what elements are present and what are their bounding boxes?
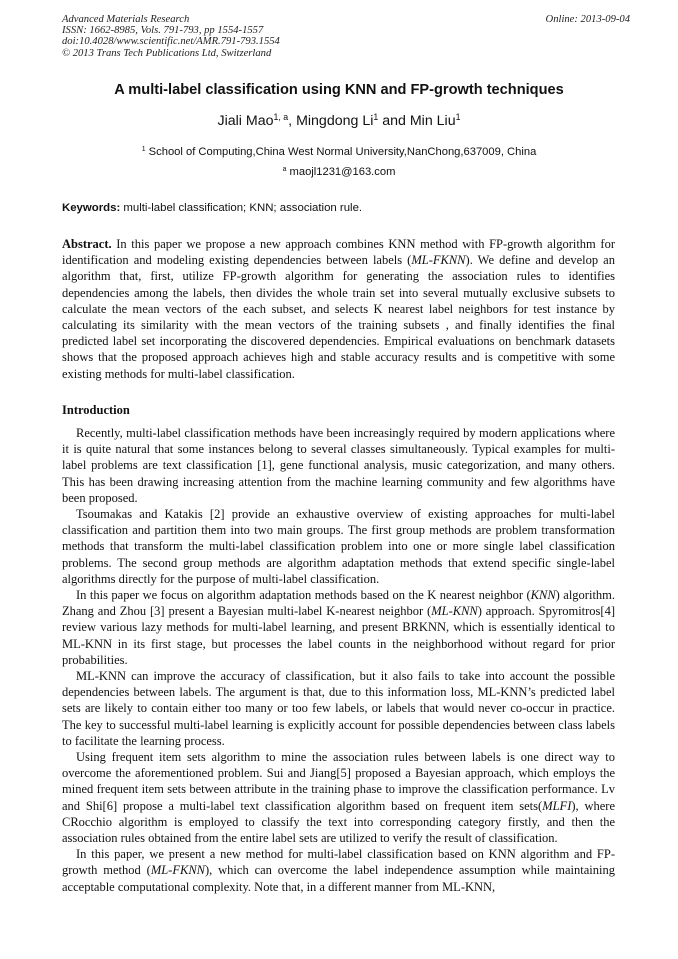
section-heading-introduction: Introduction xyxy=(62,403,130,417)
doi-line: doi:10.4028/www.scientific.net/AMR.791-793.1554 xyxy=(62,36,280,48)
journal-name: Advanced Materials Research xyxy=(62,14,190,25)
paper-title: A multi-label classification using KNN and FP-growth techniques xyxy=(114,82,564,98)
paragraph xyxy=(62,749,615,846)
email-text[interactable]: maojl1231@163.com xyxy=(286,166,396,178)
keywords-text: multi-label classification; KNN; association rule. xyxy=(120,202,363,214)
affiliation-text: School of Computing,China West Normal University,NanChong,637009, China xyxy=(145,146,537,158)
abstract xyxy=(62,236,615,382)
author-name: Jiali Mao xyxy=(217,113,274,129)
introduction-body xyxy=(62,425,615,895)
abstract-method-name: ML-FKNN xyxy=(411,253,466,268)
paragraph-text: In this paper we focus on algorithm adaptation methods based on the K nearest neighbor ( xyxy=(76,588,531,603)
author-affiliation-marker: 1, a xyxy=(273,112,289,123)
paragraph-text: In this paper, we present a new method for multi-label classification based on KNN algorithm and FP-growth method ( xyxy=(62,847,615,878)
issn-line: ISSN: 1662-8985, Vols. 791-793, pp 1554-1557 xyxy=(62,25,264,37)
paragraph-text: Using frequent item sets algorithm to mine the association rules between labels is one direct way to overcome the aforementioned problem. Sui and Jiang[5] proposed a Bayesian approach, which employs the mined frequent item sets between attribute in the training phase to improve the classification performance. Lv and Shi[6] propose a multi-label text classification algorithm based on frequent item sets( xyxy=(62,750,615,813)
paragraph: Tsoumakas and Katakis [2] provide an exhaustive overview of existing approaches for multi-label classification and partition them into two main groups. The first group methods are problem transformation methods that transform the multi-label classification problem into one or more single label classification problems. The second group methods are algorithm adaptation methods that extend specific single-label algorithms directly for the purpose of multi-label classification. xyxy=(62,507,615,586)
paragraph-text: ), where CRocchio algorithm is employed to classify the text into corresponding category firstly, and then the association rules obtained from the entire label sets are utilized to verify the result of classification. xyxy=(62,798,616,846)
affiliation xyxy=(0,146,678,158)
paragraph: Recently, multi-label classification methods have been increasingly required by modern applications where it is quite natural that some instances belong to several classes simultaneously. Typical examples for multi-label problems are text classification [1], gene functional analysis, music categorization, and many others. This has been drawing increasing attention from the machine learning community and few algorithms have been proposed. xyxy=(62,426,615,505)
journal-header xyxy=(62,14,280,59)
author-separator: and xyxy=(378,113,410,129)
author-name: Mingdong Li xyxy=(296,113,374,129)
author-list xyxy=(0,113,678,129)
paragraph: ML-KNN can improve the accuracy of classification, but it also fails to take into account the possible dependencies between labels. The argument is that, due to this information loss, ML-KNN’s predicted label sets are likely to contain either too many or too few labels, or labels that would never co-occur in practice. The key to successful multi-label learning is explicitly account for possible dependencies between class labels to facilitate the learning process. xyxy=(62,669,615,748)
author-separator: , xyxy=(288,113,297,129)
email-marker: a xyxy=(282,166,287,174)
term-italic: ML-KNN xyxy=(431,604,478,619)
keywords-label: Keywords: xyxy=(62,202,121,214)
paragraph-text: ), which can overcome the label independence assumption while maintaining acceptable computational complexity. Note that, in a different manner from ML-KNN, xyxy=(62,863,615,894)
abstract-text: ). We define and develop an algorithm that, first, utilize FP-growth algorithm for generating the association rules to identifies dependencies among the labels, then divides the whole train set into several mutually exclusive subsets to calculate the mean vectors of the each subset, and selects K nearest label neighbors for test instance by calculating its similarity with the mean vectors of the training subsets , and finally identifies the final predicted label set incorporating the discovered dependencies. Empirical evaluations on benchmark datasets shows that the proposed approach achieves high and stable accuracy results and is competitive with some existing methods for multi-label classification. xyxy=(62,253,615,381)
abstract-label: Abstract. xyxy=(62,237,112,251)
paragraph xyxy=(62,587,615,668)
contact-email xyxy=(0,166,678,178)
copyright-line: © 2013 Trans Tech Publications Ltd, Switzerland xyxy=(62,47,272,59)
term-italic: MLFI xyxy=(542,798,572,813)
paragraph-text: ) approach. Spyromitros[4] review various lazy methods for multi-label learning, and present BRKNN, which is essentially identical to ML-KNN in its first stage, but processes the label counts in the neighborhood without regard for prior probabilities. xyxy=(62,604,616,667)
term-italic: ML-FKNN xyxy=(150,863,205,878)
author-affiliation-marker: 1 xyxy=(373,112,379,123)
term-italic: KNN xyxy=(530,588,556,603)
abstract-text: In this paper we propose a new approach combines KNN method with FP-growth algorithm for identification and modeling existing dependencies between labels ( xyxy=(62,237,615,268)
affiliation-marker: 1 xyxy=(141,146,146,154)
keywords xyxy=(62,202,362,214)
paragraph xyxy=(62,846,615,895)
author-affiliation-marker: 1 xyxy=(455,112,461,123)
online-date: Online: 2013-09-04 xyxy=(545,14,630,25)
paragraph-text: ) algorithm. Zhang and Zhou [3] present a Bayesian multi-label K-nearest neighbor ( xyxy=(62,588,616,619)
author-name: Min Liu xyxy=(409,113,456,129)
